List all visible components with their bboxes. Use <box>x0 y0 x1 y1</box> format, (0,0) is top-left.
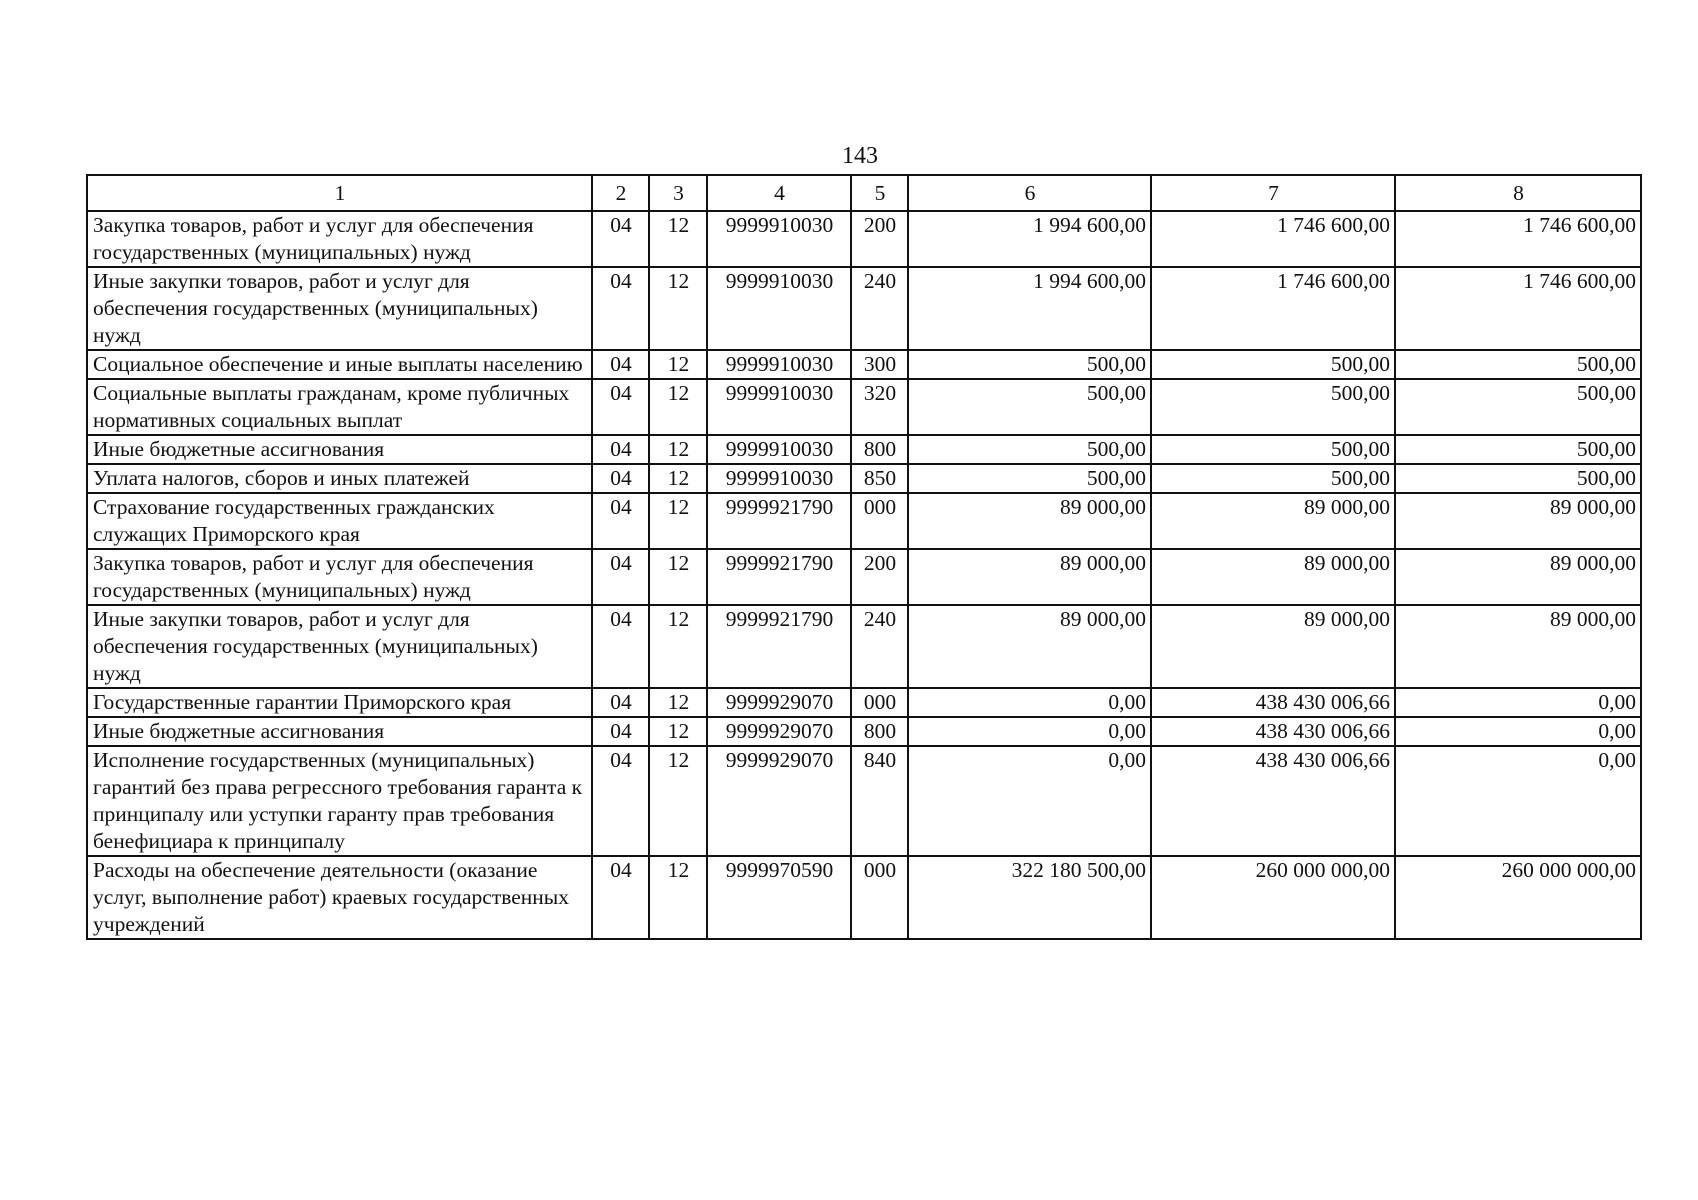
header-cell-8: 8 <box>1395 175 1641 211</box>
target-article-cell: 9999910030 <box>707 379 851 435</box>
header-cell-5: 5 <box>851 175 908 211</box>
expense-type-cell: 200 <box>851 211 908 267</box>
amount-col8-cell: 89 000,00 <box>1395 549 1641 605</box>
target-article-cell: 9999929070 <box>707 717 851 746</box>
amount-col7-cell: 500,00 <box>1151 464 1395 493</box>
target-article-cell: 9999921790 <box>707 549 851 605</box>
table-row <box>87 350 1641 379</box>
section-code-cell: 04 <box>592 746 649 856</box>
target-article-cell: 9999910030 <box>707 435 851 464</box>
amount-col8-cell: 500,00 <box>1395 379 1641 435</box>
section-code-cell: 04 <box>592 435 649 464</box>
header-cell-3: 3 <box>649 175 707 211</box>
row-name-cell: Иные закупки товаров, работ и услуг для обеспечения государственных (муниципальных) нужд <box>87 605 592 688</box>
row-name-cell: Социальные выплаты гражданам, кроме публичных нормативных социальных выплат <box>87 379 592 435</box>
amount-col7-cell: 89 000,00 <box>1151 549 1395 605</box>
table-row <box>87 856 1641 939</box>
amount-col8-cell: 89 000,00 <box>1395 605 1641 688</box>
header-cell-6: 6 <box>908 175 1151 211</box>
row-name-cell: Иные бюджетные ассигнования <box>87 435 592 464</box>
expense-type-cell: 000 <box>851 688 908 717</box>
section-code-cell: 04 <box>592 717 649 746</box>
table-row <box>87 746 1641 856</box>
amount-col7-cell: 260 000 000,00 <box>1151 856 1395 939</box>
target-article-cell: 9999970590 <box>707 856 851 939</box>
expense-type-cell: 000 <box>851 856 908 939</box>
amount-col6-cell: 500,00 <box>908 435 1151 464</box>
expense-type-cell: 320 <box>851 379 908 435</box>
row-name-cell: Уплата налогов, сборов и иных платежей <box>87 464 592 493</box>
amount-col7-cell: 438 430 006,66 <box>1151 688 1395 717</box>
amount-col8-cell: 500,00 <box>1395 435 1641 464</box>
subsection-code-cell: 12 <box>649 435 707 464</box>
section-code-cell: 04 <box>592 856 649 939</box>
target-article-cell: 9999910030 <box>707 211 851 267</box>
amount-col6-cell: 0,00 <box>908 688 1151 717</box>
table-body <box>87 211 1641 939</box>
target-article-cell: 9999910030 <box>707 464 851 493</box>
table-row <box>87 435 1641 464</box>
row-name-cell: Иные закупки товаров, работ и услуг для обеспечения государственных (муниципальных) нужд <box>87 267 592 350</box>
row-name-cell: Иные бюджетные ассигнования <box>87 717 592 746</box>
table-row <box>87 379 1641 435</box>
header-cell-1: 1 <box>87 175 592 211</box>
amount-col7-cell: 438 430 006,66 <box>1151 746 1395 856</box>
amount-col6-cell: 89 000,00 <box>908 493 1151 549</box>
table-row <box>87 717 1641 746</box>
table-row <box>87 493 1641 549</box>
subsection-code-cell: 12 <box>649 211 707 267</box>
budget-table <box>86 174 1642 940</box>
amount-col6-cell: 322 180 500,00 <box>908 856 1151 939</box>
amount-col7-cell: 1 746 600,00 <box>1151 211 1395 267</box>
amount-col8-cell: 0,00 <box>1395 688 1641 717</box>
table-row <box>87 549 1641 605</box>
subsection-code-cell: 12 <box>649 350 707 379</box>
amount-col7-cell: 500,00 <box>1151 379 1395 435</box>
amount-col6-cell: 500,00 <box>908 379 1151 435</box>
expense-type-cell: 300 <box>851 350 908 379</box>
row-name-cell: Страхование государственных гражданских служащих Приморского края <box>87 493 592 549</box>
amount-col8-cell: 500,00 <box>1395 350 1641 379</box>
amount-col6-cell: 0,00 <box>908 717 1151 746</box>
amount-col8-cell: 89 000,00 <box>1395 493 1641 549</box>
amount-col7-cell: 89 000,00 <box>1151 493 1395 549</box>
amount-col8-cell: 0,00 <box>1395 717 1641 746</box>
amount-col6-cell: 1 994 600,00 <box>908 267 1151 350</box>
section-code-cell: 04 <box>592 211 649 267</box>
section-code-cell: 04 <box>592 379 649 435</box>
subsection-code-cell: 12 <box>649 605 707 688</box>
subsection-code-cell: 12 <box>649 717 707 746</box>
target-article-cell: 9999929070 <box>707 746 851 856</box>
section-code-cell: 04 <box>592 267 649 350</box>
subsection-code-cell: 12 <box>649 688 707 717</box>
header-cell-2: 2 <box>592 175 649 211</box>
target-article-cell: 9999929070 <box>707 688 851 717</box>
amount-col8-cell: 1 746 600,00 <box>1395 211 1641 267</box>
section-code-cell: 04 <box>592 493 649 549</box>
expense-type-cell: 000 <box>851 493 908 549</box>
subsection-code-cell: 12 <box>649 379 707 435</box>
amount-col7-cell: 438 430 006,66 <box>1151 717 1395 746</box>
target-article-cell: 9999910030 <box>707 267 851 350</box>
amount-col6-cell: 0,00 <box>908 746 1151 856</box>
section-code-cell: 04 <box>592 350 649 379</box>
amount-col6-cell: 500,00 <box>908 350 1151 379</box>
expense-type-cell: 840 <box>851 746 908 856</box>
expense-type-cell: 850 <box>851 464 908 493</box>
amount-col7-cell: 89 000,00 <box>1151 605 1395 688</box>
expense-type-cell: 800 <box>851 717 908 746</box>
expense-type-cell: 240 <box>851 267 908 350</box>
row-name-cell: Расходы на обеспечение деятельности (оказание услуг, выполнение работ) краевых государственных учреждений <box>87 856 592 939</box>
subsection-code-cell: 12 <box>649 549 707 605</box>
amount-col7-cell: 500,00 <box>1151 350 1395 379</box>
amount-col7-cell: 1 746 600,00 <box>1151 267 1395 350</box>
target-article-cell: 9999910030 <box>707 350 851 379</box>
expense-type-cell: 240 <box>851 605 908 688</box>
subsection-code-cell: 12 <box>649 267 707 350</box>
subsection-code-cell: 12 <box>649 746 707 856</box>
section-code-cell: 04 <box>592 549 649 605</box>
amount-col6-cell: 500,00 <box>908 464 1151 493</box>
section-code-cell: 04 <box>592 464 649 493</box>
amount-col6-cell: 89 000,00 <box>908 605 1151 688</box>
table-row <box>87 688 1641 717</box>
amount-col8-cell: 500,00 <box>1395 464 1641 493</box>
subsection-code-cell: 12 <box>649 464 707 493</box>
amount-col6-cell: 89 000,00 <box>908 549 1151 605</box>
amount-col6-cell: 1 994 600,00 <box>908 211 1151 267</box>
amount-col8-cell: 0,00 <box>1395 746 1641 856</box>
row-name-cell: Закупка товаров, работ и услуг для обеспечения государственных (муниципальных) нужд <box>87 211 592 267</box>
table-row <box>87 267 1641 350</box>
target-article-cell: 9999921790 <box>707 605 851 688</box>
expense-type-cell: 800 <box>851 435 908 464</box>
section-code-cell: 04 <box>592 688 649 717</box>
expense-type-cell: 200 <box>851 549 908 605</box>
row-name-cell: Социальное обеспечение и иные выплаты населению <box>87 350 592 379</box>
table-row <box>87 211 1641 267</box>
subsection-code-cell: 12 <box>649 856 707 939</box>
page-number: 143 <box>842 143 878 169</box>
row-name-cell: Закупка товаров, работ и услуг для обеспечения государственных (муниципальных) нужд <box>87 549 592 605</box>
header-cell-4: 4 <box>707 175 851 211</box>
row-name-cell: Государственные гарантии Приморского края <box>87 688 592 717</box>
section-code-cell: 04 <box>592 605 649 688</box>
header-row <box>87 175 1641 211</box>
table-row <box>87 464 1641 493</box>
row-name-cell: Исполнение государственных (муниципальных) гарантий без права регрессного требования гаранта к принципалу или уступки гаранту прав требования бенефициара к принципалу <box>87 746 592 856</box>
target-article-cell: 9999921790 <box>707 493 851 549</box>
amount-col8-cell: 260 000 000,00 <box>1395 856 1641 939</box>
header-cell-7: 7 <box>1151 175 1395 211</box>
amount-col7-cell: 500,00 <box>1151 435 1395 464</box>
table-row <box>87 605 1641 688</box>
subsection-code-cell: 12 <box>649 493 707 549</box>
amount-col8-cell: 1 746 600,00 <box>1395 267 1641 350</box>
